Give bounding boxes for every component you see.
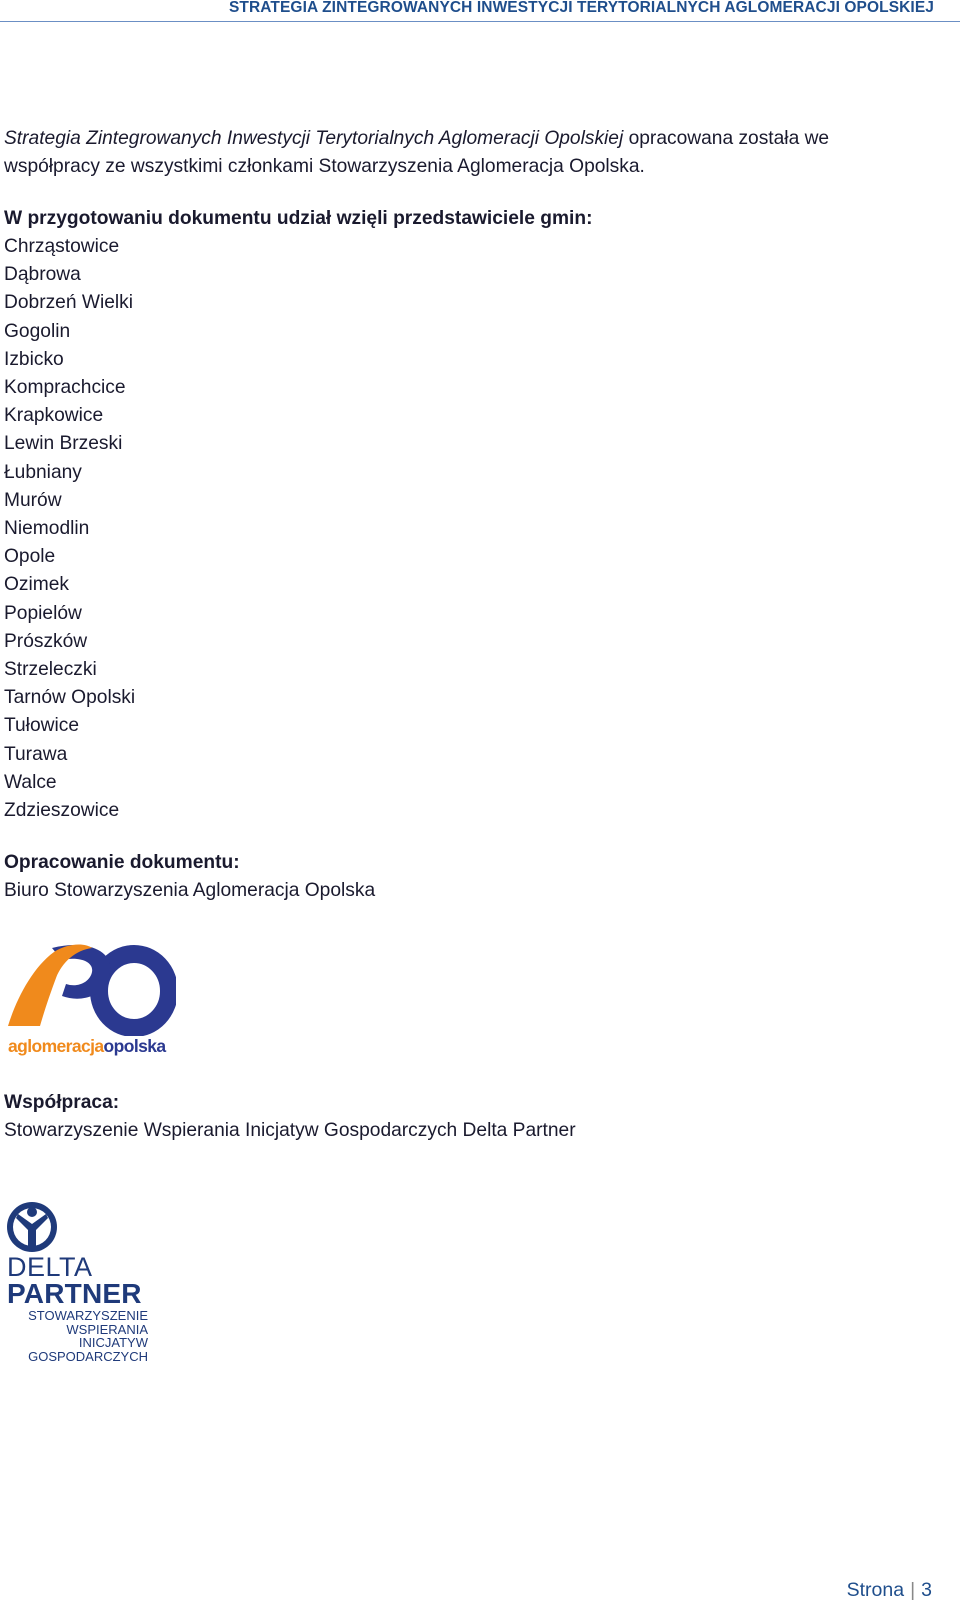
intro-paragraph xyxy=(4,125,924,181)
municipality-item: Lewin Brzeski xyxy=(4,433,123,455)
municipality-item: Opole xyxy=(4,546,56,568)
delta-sub-line: WSPIERANIA xyxy=(66,1321,148,1337)
participants-heading: W przygotowaniu dokumentu udział wzięli przedstawiciele gmin: xyxy=(4,208,593,229)
municipality-item: Ozimek xyxy=(4,574,70,596)
intro-text-1: opracowana została we xyxy=(623,128,830,149)
page-number: 3 xyxy=(921,1579,932,1601)
municipality-item: Łubniany xyxy=(4,461,82,483)
municipality-item: Krapkowice xyxy=(4,405,104,427)
municipality-item: Tarnów Opolski xyxy=(4,687,136,709)
municipality-item: Dąbrowa xyxy=(4,264,81,286)
delta-partner-logo xyxy=(6,1200,156,1364)
page-body xyxy=(4,125,924,905)
partner-wordmark: PARTNER xyxy=(7,1278,142,1309)
municipality-item: Zdzieszowice xyxy=(4,800,120,822)
page-label: Strona xyxy=(846,1579,905,1601)
prepared-heading: Opracowanie dokumentu: xyxy=(4,852,240,874)
aglomeracja-logo-mark xyxy=(6,944,176,1036)
municipality-item: Gogolin xyxy=(4,320,71,342)
running-header: STRATEGIA ZINTEGROWANYCH INWESTYCJI TERYTORIALNYCH AGLOMERACJI OPOLSKIEJ xyxy=(228,0,934,16)
delta-wordmark: DELTA xyxy=(7,1252,93,1282)
municipality-item: Strzeleczki xyxy=(4,659,97,681)
cooperation-heading: Współpraca: xyxy=(4,1092,120,1113)
municipality-item: Turawa xyxy=(4,743,68,765)
intro-text-2: współpracy ze wszystkimi członkami Stowarzyszenia Aglomeracja Opolska. xyxy=(4,156,645,177)
municipality-item: Izbicko xyxy=(4,348,64,370)
municipality-item: Komprachcice xyxy=(4,377,126,399)
municipality-item: Walce xyxy=(4,771,57,793)
delta-sub-line: INICJATYW xyxy=(78,1335,148,1351)
aglomeracja-opolska-logo xyxy=(6,944,176,1059)
delta-partner-emblem-icon xyxy=(6,1200,62,1256)
municipality-item: Popielów xyxy=(4,602,82,624)
page-separator: | xyxy=(910,1579,916,1601)
prepared-text: Biuro Stowarzyszenia Aglomeracja Opolska xyxy=(4,880,376,902)
aglomeracja-wordmark xyxy=(8,1036,165,1057)
wordmark-blue: opolska xyxy=(103,1036,166,1056)
cooperation-text: Stowarzyszenie Wspierania Inicjatyw Gospodarczych Delta Partner xyxy=(4,1120,576,1141)
header-rule xyxy=(0,21,960,22)
municipality-item: Tułowice xyxy=(4,715,79,737)
delta-subtitle xyxy=(28,1309,148,1363)
cooperation-section xyxy=(4,1089,924,1145)
delta-sub-line: STOWARZYSZENIE xyxy=(28,1308,148,1323)
wordmark-orange: aglomeracja xyxy=(8,1036,104,1056)
delta-sub-line: GOSPODARCZYCH xyxy=(28,1348,148,1364)
municipality-item: Prószków xyxy=(4,630,88,652)
municipality-item: Murów xyxy=(4,489,62,511)
page-footer xyxy=(847,1579,932,1602)
municipality-list xyxy=(4,233,924,825)
municipality-item: Niemodlin xyxy=(4,518,90,540)
municipality-item: Chrząstowice xyxy=(4,236,120,257)
municipality-item: Dobrzeń Wielki xyxy=(4,292,134,314)
intro-title: Strategia Zintegrowanych Inwestycji Terytorialnych Aglomeracji Opolskiej xyxy=(4,128,624,149)
